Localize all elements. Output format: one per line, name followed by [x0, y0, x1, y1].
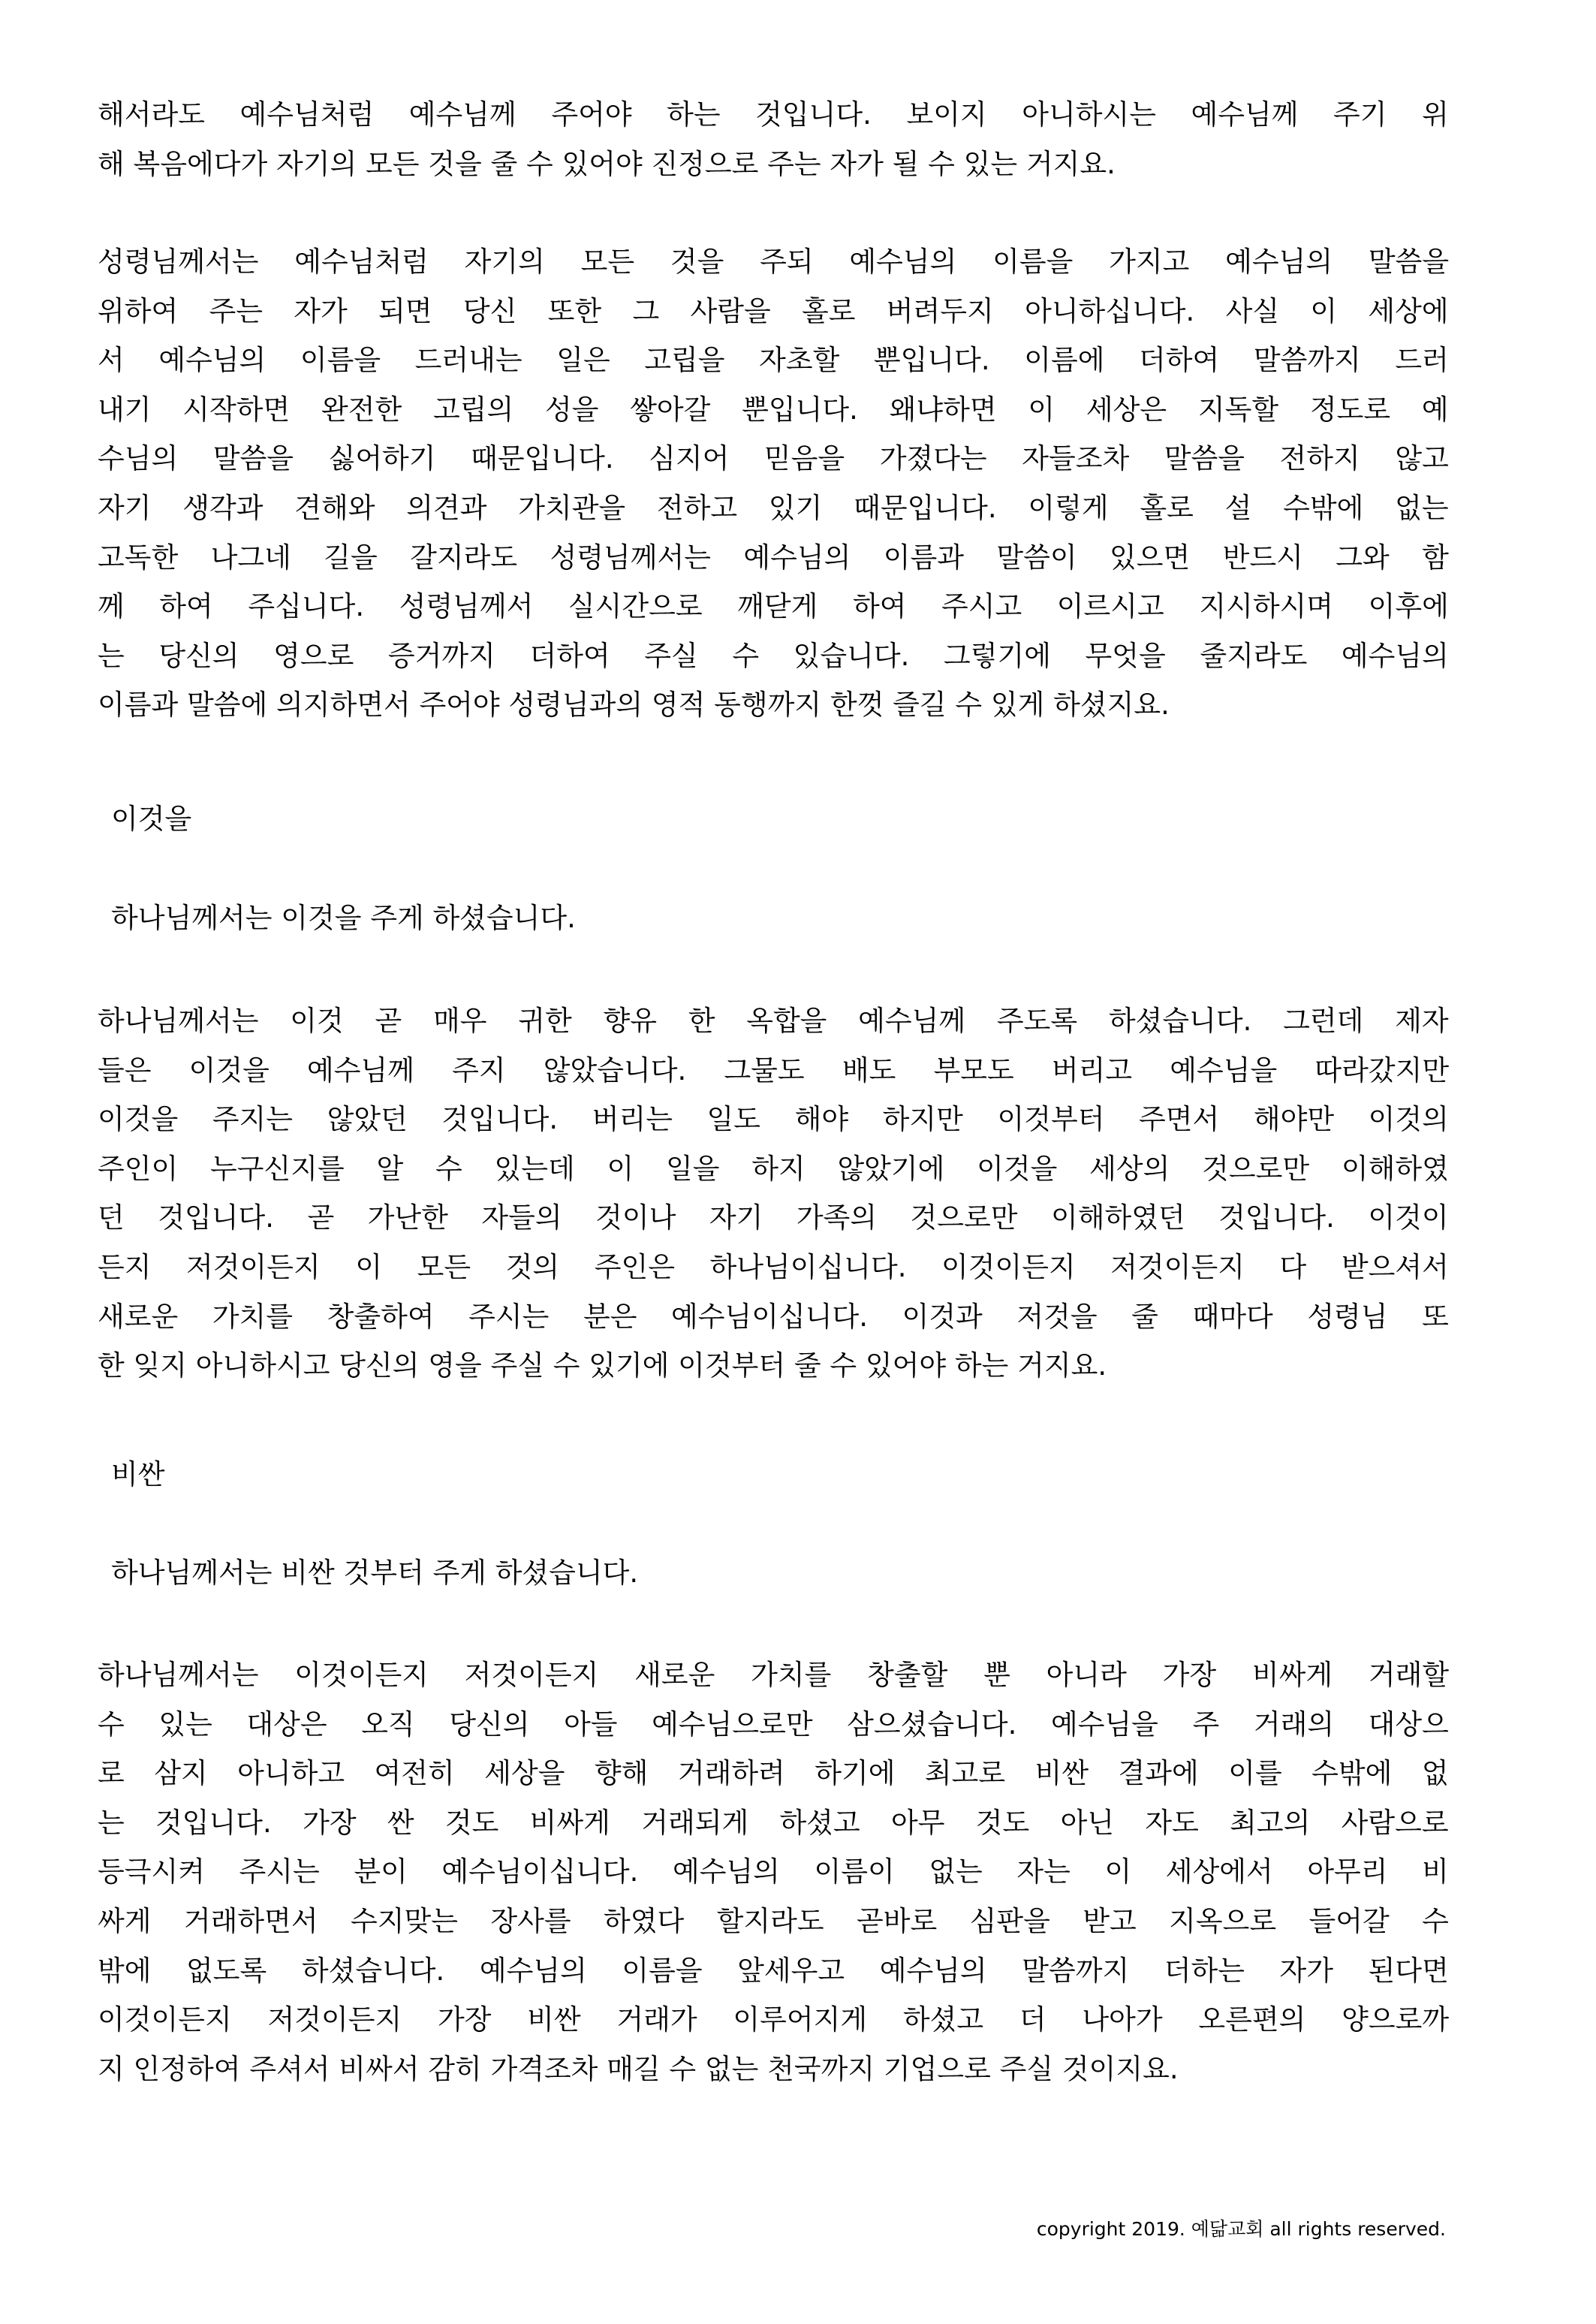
text-line: 밖에 없도록 하셨습니다. 예수님의 이름을 앞세우고 예수님의 말씀까지 더하는 자가 된다면 — [98, 1954, 1449, 1987]
text-line: 성령님께서는 예수님처럼 자기의 모든 것을 주되 예수님의 이름을 가지고 예수님의 말씀을 — [98, 246, 1450, 278]
text-line: 들은 이것을 예수님께 주지 않았습니다. 그물도 배도 부모도 버리고 예수님을 따라갔지만 — [98, 1053, 1450, 1087]
text-line: 수 있는 대상은 오직 당신의 아들 예수님으로만 삼으셨습니다. 예수님을 주 거래의 대상으 — [98, 1708, 1449, 1741]
paragraph-1 — [98, 90, 1449, 188]
text-line: 해서라도 예수님처럼 예수님께 주어야 하는 것입니다. 보이지 아니하시는 예수님께 주기 위 — [98, 98, 1449, 131]
text-line: 던 것입니다. 곧 가난한 자들의 것이나 자기 가족의 것으로만 이해하였던 것입니다. 이것이 — [98, 1201, 1449, 1234]
section-lead-1: 하나님께서는 이것을 주게 하셨습니다. — [111, 902, 576, 934]
text-line: 한 잊지 아니하시고 당신의 영을 주실 수 있기에 이것부터 줄 수 있어야 하는 거지요. — [98, 1349, 1107, 1382]
copyright-footer: copyright 2019. 예닮교회 all rights reserved. — [1036, 2218, 1446, 2240]
text-line: 든지 저것이든지 이 모든 것의 주인은 하나님이십니다. 이것이든지 저것이든지 다 받으셔서 — [98, 1250, 1449, 1283]
text-line: 고독한 나그네 길을 갈지라도 성령님께서는 예수님의 이름과 말씀이 있으면 반드시 그와 함 — [98, 541, 1449, 574]
paragraph-4 — [98, 1650, 1449, 2093]
text-line: 내기 시작하면 완전한 고립의 성을 쌓아갈 뿐입니다. 왜냐하면 이 세상은 지독할 정도로 예 — [98, 393, 1449, 426]
text-line: 이름과 말씀에 의지하면서 주어야 성령님과의 영적 동행까지 한껏 즐길 수 있게 하셨지요. — [98, 689, 1170, 722]
text-line: 등극시켜 주시는 분이 예수님이십니다. 예수님의 이름이 없는 자는 이 세상에서 아무리 비 — [98, 1855, 1449, 1888]
text-line: 주인이 누구신지를 알 수 있는데 이 일을 하지 않았기에 이것을 세상의 것으로만 이해하였 — [98, 1152, 1449, 1185]
section-lead-2: 하나님께서는 비싼 것부터 주게 하셨습니다. — [111, 1557, 639, 1589]
text-line: 로 삼지 아니하고 여전히 세상을 향해 거래하려 하기에 최고로 비싼 결과에 이를 수밖에 없 — [98, 1757, 1449, 1790]
section-heading-igeoseul: 이것을 — [111, 803, 192, 835]
paragraph-3 — [98, 996, 1449, 1391]
text-line: 이것이든지 저것이든지 가장 비싼 거래가 이루어지게 하셨고 더 나아가 오른편의 양으로까 — [98, 2003, 1450, 2036]
text-line: 께 하여 주십니다. 성령님께서 실시간으로 깨닫게 하여 주시고 이르시고 지시하시며 이후에 — [98, 590, 1449, 623]
text-line: 이것을 주지는 않았던 것입니다. 버리는 일도 해야 하지만 이것부터 주면서 해야만 이것의 — [98, 1103, 1449, 1136]
paragraph-2 — [98, 237, 1449, 730]
text-line: 해 복음에다가 자기의 모든 것을 줄 수 있어야 진정으로 주는 자가 될 수 있는 거지요. — [98, 147, 1116, 180]
section-heading-bissan: 비싼 — [111, 1458, 165, 1491]
text-line: 자기 생각과 견해와 의견과 가치관을 전하고 있기 때문입니다. 이렇게 홀로 설 수밖에 없는 — [98, 491, 1449, 524]
text-line: 하나님께서는 이것이든지 저것이든지 새로운 가치를 창출할 뿐 아니라 가장 비싸게 거래할 — [98, 1659, 1450, 1691]
text-line: 하나님께서는 이것 곧 매우 귀한 향유 한 옥합을 예수님께 주도록 하셨습니다. 그런데 제자 — [98, 1005, 1449, 1037]
text-line: 서 예수님의 이름을 드러내는 일은 고립을 자초할 뿐입니다. 이름에 더하여 말씀까지 드러 — [98, 344, 1449, 377]
text-line: 새로운 가치를 창출하여 주시는 분은 예수님이십니다. 이것과 저것을 줄 때마다 성령님 또 — [98, 1300, 1449, 1333]
text-line: 지 인정하여 주셔서 비싸서 감히 가격조차 매길 수 없는 천국까지 기업으로 주실 것이지요. — [98, 2052, 1179, 2085]
text-line: 위하여 주는 자가 되면 당신 또한 그 사람을 홀로 버려두지 아니하십니다. 사실 이 세상에 — [98, 294, 1449, 327]
text-line: 싸게 거래하면서 수지맞는 장사를 하였다 할지라도 곧바로 심판을 받고 지옥으로 들어갈 수 — [98, 1904, 1449, 1937]
text-line: 는 당신의 영으로 증거까지 더하여 주실 수 있습니다. 그렇기에 무엇을 줄지라도 예수님의 — [98, 639, 1449, 672]
text-line: 수님의 말씀을 싫어하기 때문입니다. 심지어 믿음을 가졌다는 자들조차 말씀을 전하지 않고 — [98, 442, 1449, 475]
text-line: 는 것입니다. 가장 싼 것도 비싸게 거래되게 하셨고 아무 것도 아닌 자도 최고의 사람으로 — [98, 1806, 1449, 1839]
